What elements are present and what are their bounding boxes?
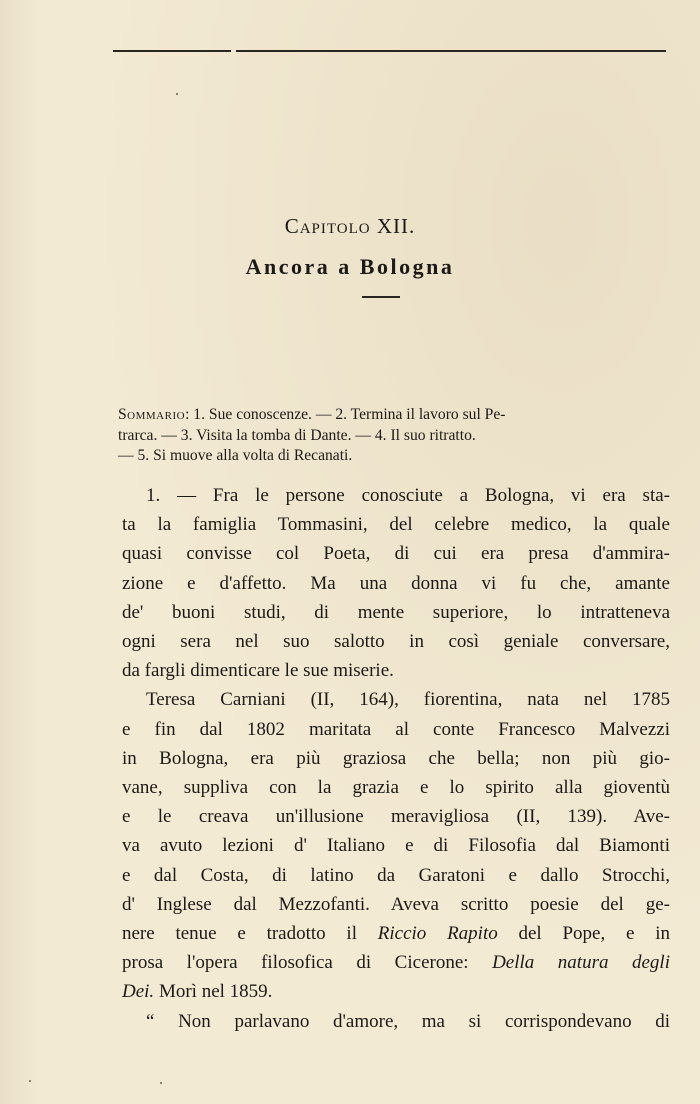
body-line: e dal Costa, di latino da Garatoni e dallo Strocchi,	[122, 864, 670, 886]
header-rule-right	[236, 50, 666, 52]
italic-title: Riccio Rapito	[377, 923, 498, 945]
title-rule	[362, 296, 400, 298]
chapter-number: Capitolo XII.	[284, 214, 416, 238]
italic-title: Della natura degli	[492, 952, 670, 974]
summary-line: trarca. — 3. Visita la tomba di Dante. — 4. Il suo ritratto.	[118, 426, 476, 444]
body-line: d' Inglese dal Mezzofanti. Aveva scritto poesie del ge-	[122, 893, 670, 915]
body-line: zione e d'affetto. Ma una donna vi fu che, amante	[122, 572, 670, 594]
body-line: da fargli dimenticare le sue miserie.	[122, 660, 394, 682]
header-rule-left	[113, 50, 231, 52]
italic-title: Dei.	[122, 981, 155, 1003]
body-line: va avuto lezioni d' Italiano e di Filosofia dal Biamonti	[122, 835, 670, 857]
body-line: in Bologna, era più graziosa che bella; non più gio-	[122, 747, 670, 769]
body-line: Teresa Carniani (II, 164), fiorentina, nata nel 1785	[146, 689, 670, 711]
summary-line: — 5. Si muove alla volta di Recanati.	[118, 447, 353, 464]
body-text	[122, 481, 670, 1036]
body-line: prosa l'opera filosofica di Cicerone: Della natura degli	[122, 952, 670, 974]
paper-speck	[29, 1080, 31, 1082]
paper-speck	[160, 1082, 162, 1084]
body-line: “ Non parlavano d'amore, ma si corrispondevano di	[146, 1010, 670, 1032]
chapter-summary	[118, 405, 670, 467]
body-line: nere tenue e tradotto il Riccio Rapito del Pope, e in	[122, 923, 670, 945]
body-line: e fin dal 1802 maritata al conte Francesco Malvezzi	[122, 718, 670, 740]
chapter-title: Ancora a Bologna	[245, 254, 455, 279]
summary-line	[118, 405, 670, 426]
summary-line-text: : 1. Sue conoscenze. — 2. Termina il lavoro sul Pe-	[185, 406, 506, 423]
body-line: de' buoni studi, di mente superiore, lo intratteneva	[122, 601, 670, 623]
body-line: 1. — Fra le persone conosciute a Bologna, vi era sta-	[146, 485, 670, 506]
body-line: e le creava un'illusione meravigliosa (II, 139). Ave-	[122, 806, 670, 828]
summary-label: Sommario	[118, 406, 186, 423]
body-line: Dei. Morì nel 1859.	[122, 981, 273, 1003]
body-line: ogni sera nel suo salotto in così geniale conversare,	[122, 631, 670, 653]
body-line: ta la famiglia Tommasini, del celebre medico, la quale	[122, 514, 670, 536]
body-line: quasi convisse col Poeta, di cui era presa d'ammira-	[122, 543, 670, 565]
body-line: vane, suppliva con la grazia e lo spirito alla gioventù	[122, 777, 670, 799]
paper-speck	[176, 93, 178, 95]
